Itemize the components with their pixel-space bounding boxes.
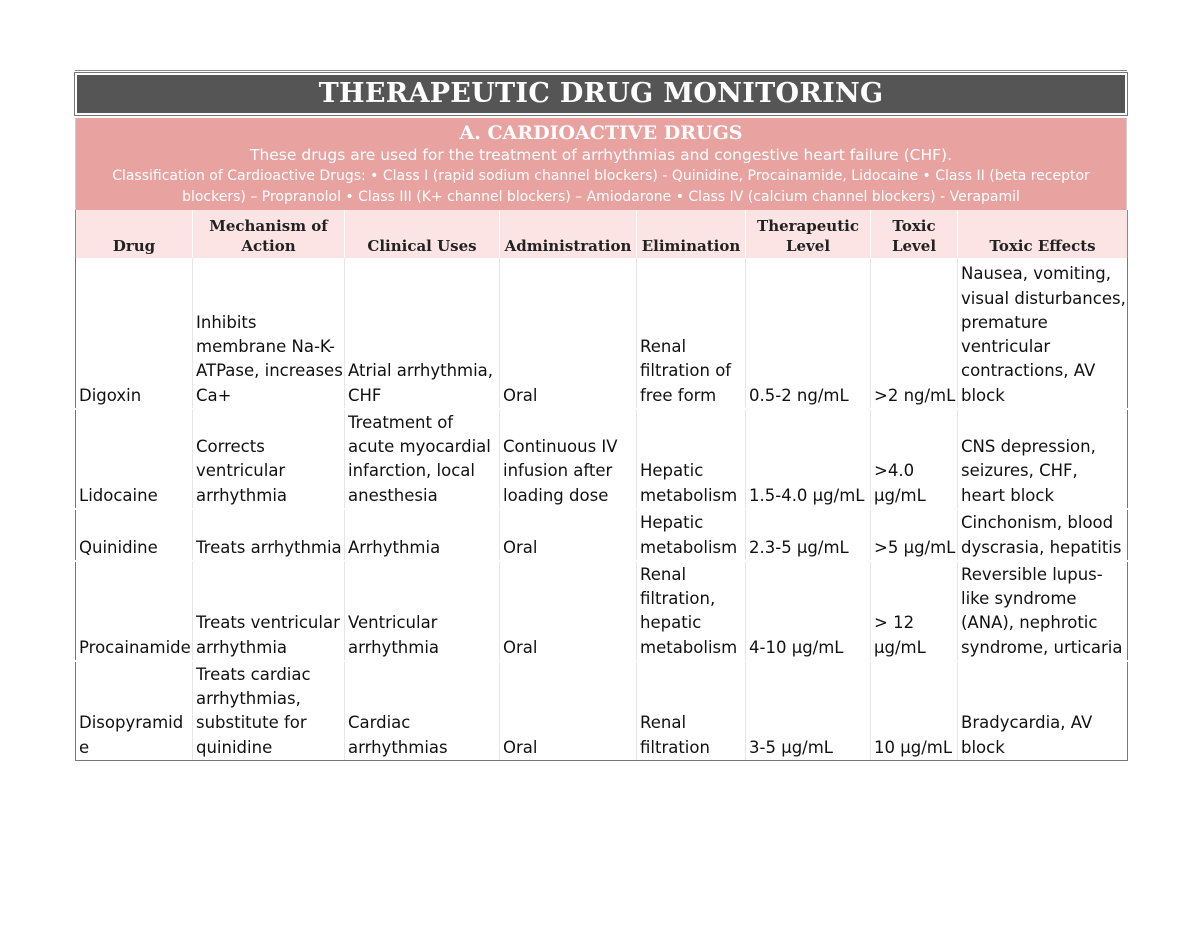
top-rule <box>75 70 1127 71</box>
cell-toxic-level: > 12 µg/mL <box>871 561 958 661</box>
cell-administration: Oral <box>500 661 637 761</box>
cell-clinical-uses: Atrial arrhythmia, CHF <box>345 258 500 409</box>
cell-therapeutic-level: 1.5-4.0 µg/mL <box>746 409 871 509</box>
section-title: A. CARDIOACTIVE DRUGS <box>459 122 743 144</box>
document-sheet <box>75 70 1127 761</box>
drug-classification: Classification of Cardioactive Drugs: • Class I (rapid sodium channel blockers) - Quinidine, Procainamide, Lidocaine • Class II (beta receptor blockers) – Propranolol • Class III (K+ channel blockers) – Amiodarone • Class IV (calcium channel blockers) - Verapamil <box>112 168 1090 205</box>
table-row <box>76 409 1128 509</box>
section-description: These drugs are used for the treatment of arrhythmias and congestive heart failure (CHF). <box>249 146 953 164</box>
header-elimination: Elimination <box>637 210 746 258</box>
cell-clinical-uses: Ventricular arrhythmia <box>345 561 500 661</box>
document-title: THERAPEUTIC DRUG MONITORING <box>75 73 1127 115</box>
cell-administration: Oral <box>500 258 637 409</box>
header-toxic-level: Toxic Level <box>871 210 958 258</box>
cell-mechanism: Treats arrhythmia <box>193 509 345 561</box>
cell-mechanism: Inhibits membrane Na-K-ATPase, increases Ca+ <box>193 258 345 409</box>
cell-toxic-effects: Reversible lupus-like syndrome (ANA), nephrotic syndrome, urticaria <box>958 561 1128 661</box>
cell-administration: Oral <box>500 561 637 661</box>
header-therapeutic-level: Therapeutic Level <box>746 210 871 258</box>
header-administration: Administration <box>500 210 637 258</box>
cell-elimination: Renal filtration <box>637 661 746 761</box>
cell-mechanism: Treats cardiac arrhythmias, substitute for quinidine <box>193 661 345 761</box>
cell-toxic-level: >4.0 µg/mL <box>871 409 958 509</box>
header-toxic-effects: Toxic Effects <box>958 210 1128 258</box>
header-clinical-uses: Clinical Uses <box>345 210 500 258</box>
cell-mechanism: Treats ventricular arrhythmia <box>193 561 345 661</box>
table-row <box>76 258 1128 409</box>
cell-administration: Oral <box>500 509 637 561</box>
header-drug: Drug <box>76 210 193 258</box>
header-mechanism: Mechanism of Action <box>193 210 345 258</box>
cell-toxic-effects: Nausea, vomiting, visual disturbances, premature ventricular contractions, AV block <box>958 258 1128 409</box>
cell-mechanism: Corrects ventricular arrhythmia <box>193 409 345 509</box>
cell-toxic-level: >2 ng/mL <box>871 258 958 409</box>
cell-administration: Continuous IV infusion after loading dose <box>500 409 637 509</box>
cell-drug: Disopyramide <box>76 661 193 761</box>
cell-drug: Procainamide <box>76 561 193 661</box>
table-row <box>76 661 1128 761</box>
cell-toxic-effects: Cinchonism, blood dyscrasia, hepatitis <box>958 509 1128 561</box>
cell-elimination: Renal filtration of free form <box>637 258 746 409</box>
table-header-row <box>76 210 1128 258</box>
cell-therapeutic-level: 2.3-5 µg/mL <box>746 509 871 561</box>
cell-drug: Digoxin <box>76 258 193 409</box>
cell-toxic-level: 10 µg/mL <box>871 661 958 761</box>
cell-therapeutic-level: 0.5-2 ng/mL <box>746 258 871 409</box>
cell-toxic-level: >5 µg/mL <box>871 509 958 561</box>
cell-clinical-uses: Treatment of acute myocardial infarction, local anesthesia <box>345 409 500 509</box>
cell-drug: Lidocaine <box>76 409 193 509</box>
cell-toxic-effects: Bradycardia, AV block <box>958 661 1128 761</box>
cell-clinical-uses: Arrhythmia <box>345 509 500 561</box>
cell-elimination: Renal filtration, hepatic metabolism <box>637 561 746 661</box>
cell-clinical-uses: Cardiac arrhythmias <box>345 661 500 761</box>
cell-therapeutic-level: 4-10 µg/mL <box>746 561 871 661</box>
cell-drug: Quinidine <box>76 509 193 561</box>
table-row <box>76 509 1128 561</box>
cell-elimination: Hepatic metabolism <box>637 509 746 561</box>
drug-table <box>75 210 1128 761</box>
cell-therapeutic-level: 3-5 µg/mL <box>746 661 871 761</box>
section-header <box>75 118 1127 210</box>
table-row <box>76 561 1128 661</box>
cell-toxic-effects: CNS depression, seizures, CHF, heart block <box>958 409 1128 509</box>
cell-elimination: Hepatic metabolism <box>637 409 746 509</box>
